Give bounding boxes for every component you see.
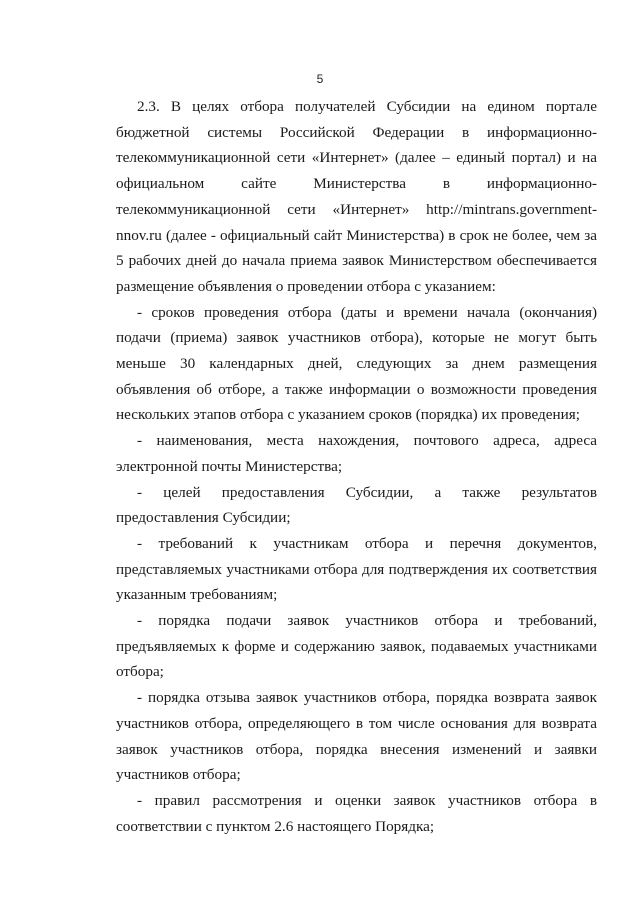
list-item-review-rules: - правил рассмотрения и оценки заявок участников отбора в соответствии с пунктом 2.6 настоящего Порядка; — [116, 791, 597, 835]
list-item-withdrawal-order: - порядка отзыва заявок участников отбора, порядка возврата заявок участников отбора, определяющего в том числе основания для возврата заявок участников отбора, порядка внесения изменений и заявки участников отбора; — [116, 689, 597, 784]
page-number: 5 — [316, 72, 324, 86]
document-body — [116, 94, 597, 839]
list-item-contacts: - наименования, места нахождения, почтового адреса, адреса электронной почты Министерства; — [116, 432, 597, 475]
list-item-deadlines: - сроков проведения отбора (даты и времени начала (окончания) подачи (приема) заявок участников отбора), которые не могут быть меньше 30 календарных дней, следующих за днем размещения объявления об отборе, а также информации о возможности проведения нескольких этапов отбора с указанием сроков (порядка) их проведения; — [116, 303, 597, 424]
paragraph-2-3: 2.3. В целях отбора получателей Субсидии на едином портале бюджетной системы Российской Федерации в информационно-телекоммуникационной сети «Интернет» (далее – единый портал) и на официальном сайте Министерства в информационно-телекоммуникационной сети «Интернет» http://mintrans.government-nnov.ru (далее - официальный сайт Министерства) в срок не более, чем за 5 рабочих дней до начала приема заявок Министерством обеспечивается размещение объявления о проведении отбора с указанием: — [116, 98, 597, 295]
list-item-submission-order: - порядка подачи заявок участников отбора и требований, предъявляемых к форме и содержанию заявок, подаваемых участниками отбора; — [116, 612, 597, 681]
list-item-goals: - целей предоставления Субсидии, а также результатов предоставления Субсидии; — [116, 483, 597, 527]
list-item-requirements: - требований к участникам отбора и перечня документов, представляемых участниками отбора для подтверждения их соответствия указанным требованиям; — [116, 534, 597, 604]
